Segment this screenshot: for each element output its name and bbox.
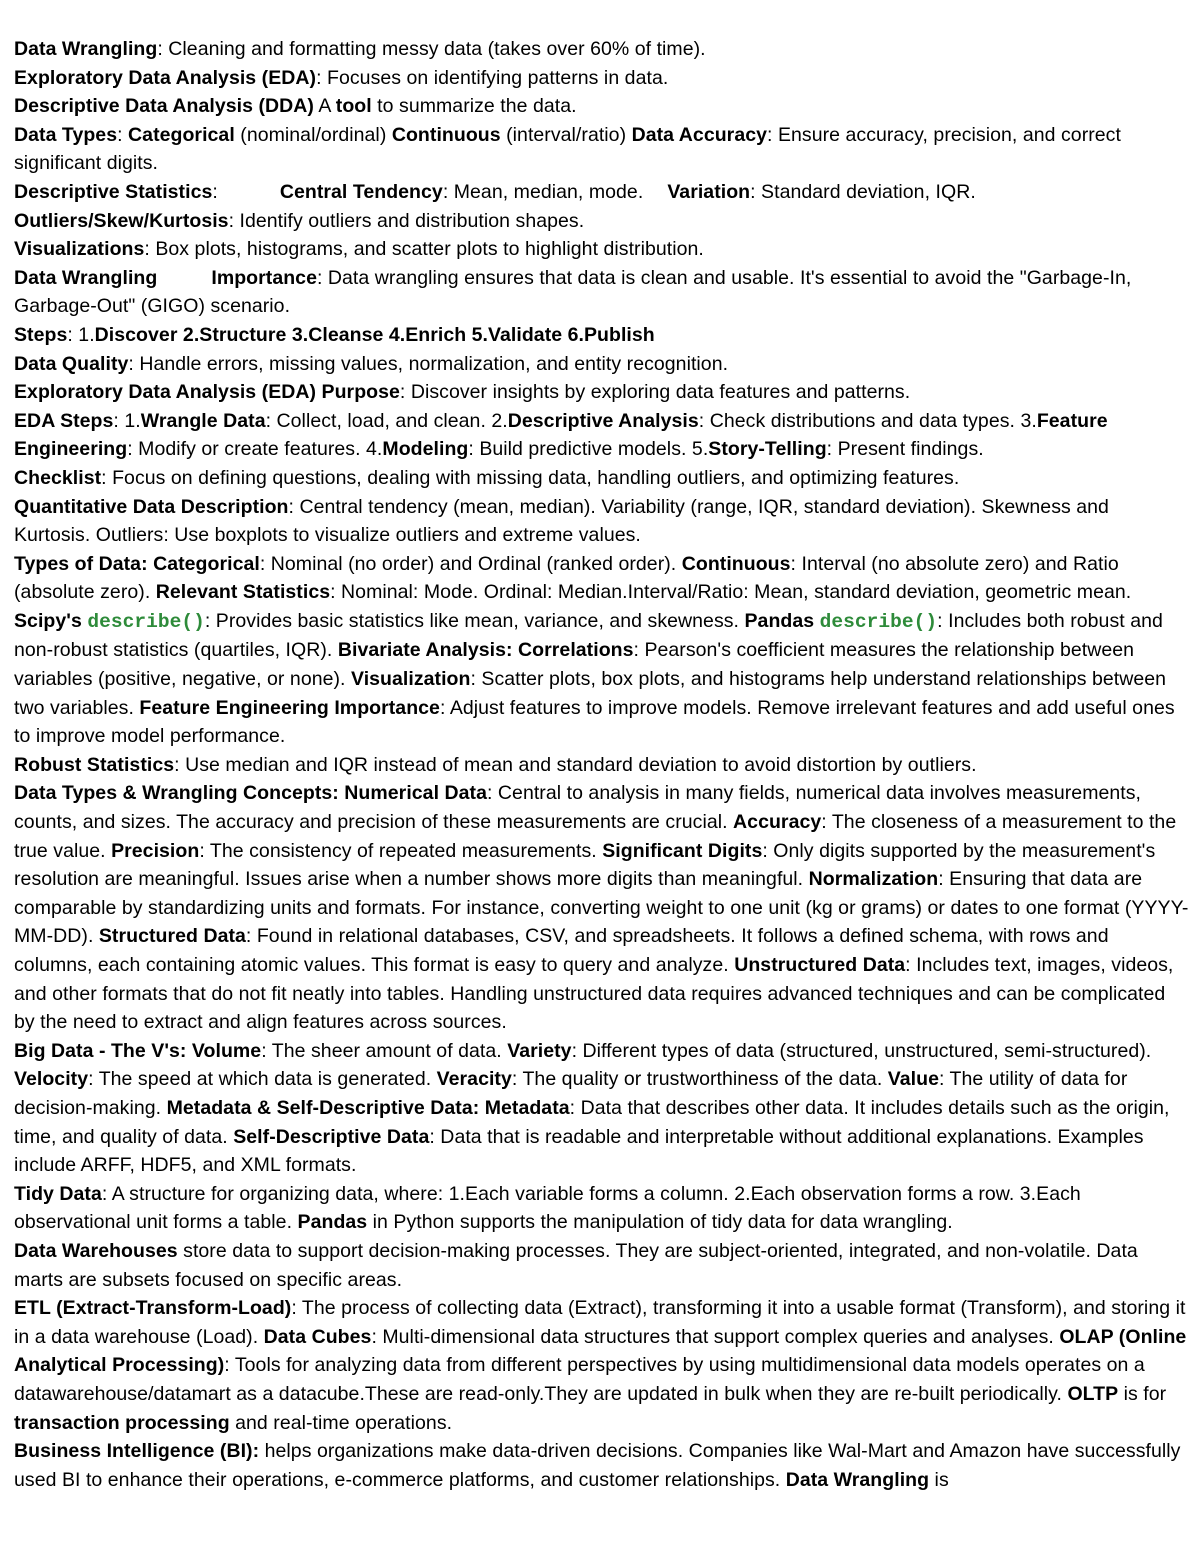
bold-term: Variation [667,180,751,203]
bold-term: Data Accuracy [631,123,768,146]
text-run: : 1. [113,409,141,432]
bold-term: Outliers/Skew/Kurtosis [14,209,229,232]
bold-term: transaction processing [14,1411,230,1434]
bold-term: ETL (Extract-Transform-Load) [14,1297,292,1320]
note-paragraph [14,235,1190,264]
text-run: : Provides basic statistics like mean, variance, and skewness. [204,609,745,632]
text-run: : Handle errors, missing values, normalization, and entity recognition. [128,352,729,375]
text-run: : The speed at which data is generated. [88,1068,437,1091]
note-paragraph [14,493,1190,550]
bold-term: Structured Data [98,925,246,948]
note-paragraph [14,407,1190,464]
text-run: store data to support decision-making processes. They are subject-oriented, integrated, and non-volatile. Data marts are subsets focused on specific areas. [14,1239,1138,1291]
bold-term: Self-Descriptive Data [233,1125,430,1148]
text-run: (nominal/ordinal) [234,123,392,146]
note-paragraph [14,92,1190,121]
text-run: and real-time operations. [229,1411,453,1434]
bold-term: Descriptive Analysis [507,409,699,432]
bold-term: Modeling [382,438,469,461]
bold-term: Precision [111,839,200,862]
bold-term: Data Quality [14,352,129,375]
bold-term: Significant Digits [602,839,763,862]
text-run: : The quality or trustworthiness of the data. [511,1068,888,1091]
bold-term: Data Cubes [263,1325,372,1348]
bold-term: Business Intelligence (BI): [14,1440,260,1463]
bold-term: Bivariate Analysis: Correlations [337,639,634,662]
text-run: : Cleaning and formatting messy data (takes over 60% of time). [157,38,706,60]
note-paragraph [14,550,1190,751]
notes-body [14,35,1190,1494]
bold-term: Pandas [297,1211,368,1234]
bold-term: Wrangle Data [140,409,266,432]
text-run: : The process of collecting data (Extract), transforming it into a usable format (Transform), and storing it in a data warehouse (Load). [14,1297,1186,1348]
text-run: : [212,180,218,203]
bold-term: Central Tendency [279,180,443,203]
bold-term: Tidy Data [14,1182,102,1205]
bold-term: Exploratory Data Analysis (EDA) Purpose [14,381,400,404]
note-paragraph [14,350,1190,379]
text-run: : Scatter plots, box plots, and histograms help understand relationships between two variables. [14,668,1167,719]
text-run: : Data wrangling ensures that data is clean and usable. It's essential to avoid the "Garbage-In, Garbage-Out" (GIGO) scenario. [14,266,1132,318]
note-paragraph [14,178,1190,207]
text-run: : Mean, median, mode. [442,180,644,203]
bold-term: Veracity [436,1068,512,1091]
text-run: : Present findings. [826,438,984,461]
text-run: : Pearson's coefficient measures the relationship between variables (positive, negative, or none). [14,639,1135,691]
bold-term: Data Types & Wrangling Concepts: Numerical Data [14,782,487,805]
bold-term: Exploratory Data Analysis (EDA) [14,66,317,89]
bold-term: Pandas [744,609,815,632]
text-run: : Focus on defining questions, dealing with missing data, handling outliers, and optimizing features. [101,466,960,489]
text-run: : Multi-dimensional data structures that support complex queries and analyses. [371,1325,1060,1348]
note-paragraph [14,121,1190,178]
bold-term: Quantitative Data Description [14,495,289,518]
text-run: : Identify outliers and distribution shapes. [228,209,585,232]
bold-term: Big Data - The V's: Volume [14,1039,262,1062]
text-run: : Interval (no absolute zero) and Ratio (absolute zero). [14,552,1119,604]
text-run: : Data that describes other data. It includes details such as the origin, time, and quality of data. [14,1096,1170,1148]
note-paragraph [14,464,1190,493]
code-term: describe() [819,610,938,633]
bold-term: Data Wrangling [14,266,158,289]
bold-term: Steps [14,323,68,346]
text-run: A [313,95,336,118]
text-run: : Use median and IQR instead of mean and standard deviation to avoid distortion by outliers. [174,753,977,776]
text-run: : Tools for analyzing data from different perspectives by using multidimensional data models operates on a datawarehouse/datamart as a datacube.These are read-only.They are updated in bulk when they are re-built periodically. [14,1354,1145,1405]
text-run: : Focuses on identifying patterns in data. [316,66,669,89]
text-run: is [929,1468,949,1491]
bold-term: Checklist [14,466,102,489]
note-paragraph [14,264,1190,321]
note-paragraph [14,378,1190,407]
note-paragraph [14,1237,1190,1294]
note-paragraph [14,1294,1190,1437]
text-run: (interval/ratio) [500,123,632,146]
bold-term: Descriptive Data Analysis (DDA) [14,95,314,118]
note-paragraph [14,35,1190,64]
text-run: : The sheer amount of data. [261,1039,508,1062]
note-paragraph [14,321,1190,350]
bold-term: Story-Telling [708,438,827,461]
bold-term: tool [335,95,372,118]
bold-term: Categorical [128,123,235,146]
note-paragraph [14,751,1190,780]
bold-term: Visualizations [14,238,145,261]
note-paragraph [14,64,1190,93]
note-paragraph [14,1437,1190,1494]
bold-term: Types of Data: Categorical [14,552,260,575]
note-paragraph [14,779,1190,1036]
text-run: : Central tendency (mean, median). Variability (range, IQR, standard deviation). Skewness and Kurtosis. Outliers: Use boxplots to visualize outliers and extreme values. [14,495,1109,547]
text-run: : Ensure accuracy, precision, and correct significant digits. [14,123,1121,175]
text-run: is for [1118,1382,1167,1405]
text-run: : Ensuring that data are comparable by standardizing units and formats. For instance, converting weight to one unit (kg or grams) or dates to one format (YYYY-MM-DD). [14,868,1189,948]
text-run: : Only digits supported by the measurement's resolution are meaningful. Issues arise when a number shows more digits than meaningful. [14,839,1156,891]
code-term: describe() [87,610,205,633]
text-run: : Build predictive models. 5. [468,438,709,461]
bold-term: Discover 2.Structure 3.Cleanse 4.Enrich 5.Validate 6.Publish [94,323,655,346]
note-paragraph [14,1037,1190,1180]
text-run: : The closeness of a measurement to the true value. [14,811,1177,862]
bold-term: Data Warehouses [14,1239,178,1262]
text-run: : Includes both robust and non-robust statistics (quartiles, IQR). [14,609,1163,662]
text-run: : Discover insights by exploring data features and patterns. [399,381,911,404]
bold-term: Importance [211,266,317,289]
bold-term: Continuous [681,552,791,575]
text-run: : Central to analysis in many fields, numerical data involves measurements, counts, and sizes. The accuracy and precision of these measurements are crucial. [14,782,1142,834]
bold-term: Feature Engineering Importance [139,696,440,719]
bold-term: Descriptive Statistics [14,180,213,203]
bold-term: Metadata & Self-Descriptive Data: Metadata [166,1096,570,1119]
bold-term: OLTP [1067,1382,1119,1405]
bold-term: Data Wrangling [14,38,158,60]
bold-term: Unstructured Data [734,954,906,976]
text-run: in Python supports the manipulation of tidy data for data wrangling. [367,1211,953,1234]
bold-term: Normalization [808,868,939,891]
bold-term: EDA Steps [14,409,114,432]
text-run: : The utility of data for decision-making. [14,1068,1128,1119]
text-run: : Standard deviation, IQR. [750,180,976,203]
bold-term: Continuous [391,123,501,146]
text-run: : Collect, load, and clean. 2. [265,409,508,432]
bold-term: Velocity [14,1068,89,1091]
text-run: : Includes text, images, videos, and other formats that do not fit neatly into tables. Handling unstructured data requires advanced techniques and can be complicated by the need to extract and align features across sources. [14,954,1174,1034]
text-run: helps organizations make data-driven decisions. Companies like Wal-Mart and Amazon have successfully used BI to enhance their operations, e-commerce platforms, and customer relationships. [14,1440,1181,1491]
text-run: : A structure for organizing data, where: 1.Each variable forms a column. 2.Each observation forms a row. 3.Each observational unit forms a table. [14,1182,1081,1234]
bold-term: Accuracy [733,811,822,834]
text-run: : Adjust features to improve models. Remove irrelevant features and add useful ones to improve model performance. [14,696,1175,748]
bold-term: Relevant Statistics [155,581,331,604]
text-run: : Data that is readable and interpretable without additional explanations. Examples include ARFF, HDF5, and XML formats. [14,1125,1144,1177]
bold-term: Value [887,1068,939,1091]
text-run: : Check distributions and data types. 3. [698,409,1037,432]
text-run: : The consistency of repeated measurements. [199,839,603,862]
bold-term: Visualization [350,668,471,691]
bold-term: Robust Statistics [14,753,175,776]
text-run: : [117,123,129,146]
bold-term: Feature Engineering [14,409,1108,461]
text-run: : Nominal (no order) and Ordinal (ranked order). [259,552,682,575]
bold-term: Scipy's [14,609,82,632]
text-run: : Nominal: Mode. Ordinal: Median.Interval/Ratio: Mean, standard deviation, geometric mean. [330,581,1132,604]
text-run: : Different types of data (structured, unstructured, semi-structured). [571,1039,1152,1062]
text-run: to summarize the data. [371,95,577,118]
bold-term: Data Wrangling [785,1468,930,1491]
text-run: : Box plots, histograms, and scatter plots to highlight distribution. [144,238,704,261]
bold-term: OLAP (Online Analytical Processing) [14,1325,1187,1377]
text-run: : Modify or create features. 4. [127,438,383,461]
text-run: : 1. [67,323,95,346]
text-run: : Found in relational databases, CSV, and spreadsheets. It follows a defined schema, with rows and columns, each containing atomic values. This format is easy to query and analyze. [14,925,1109,976]
note-paragraph [14,1180,1190,1237]
bold-term: Data Types [14,123,118,146]
note-paragraph [14,207,1190,236]
bold-term: Variety [507,1039,572,1062]
